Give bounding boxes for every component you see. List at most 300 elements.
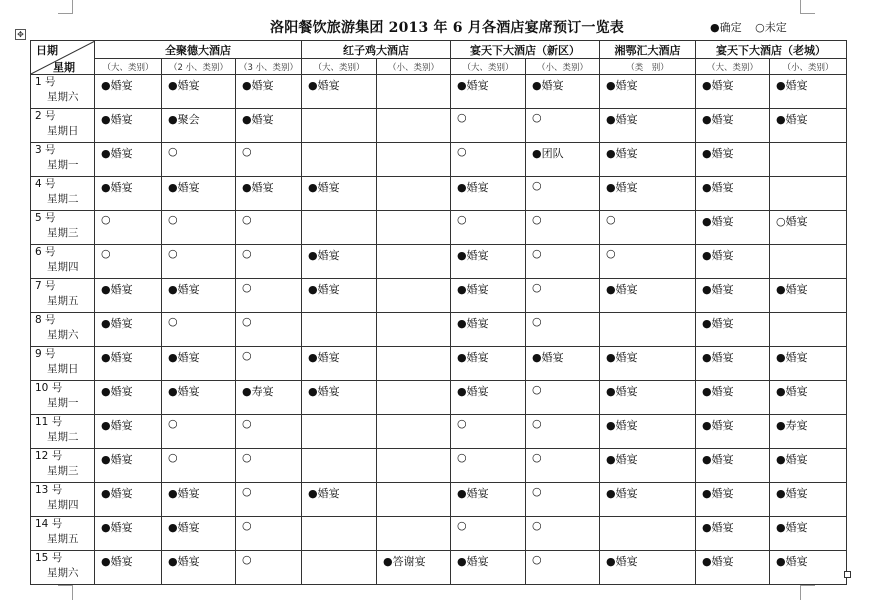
booking-status: ●婚宴 <box>702 181 734 194</box>
booking-cell[interactable] <box>451 279 526 313</box>
weekday: 星期三 <box>47 227 79 239</box>
booking-status: ○ <box>242 281 252 294</box>
booking-cell[interactable] <box>526 449 600 483</box>
category-header: （小、类别） <box>526 59 600 75</box>
booking-cell[interactable] <box>302 347 377 381</box>
date-cell[interactable] <box>31 143 95 177</box>
weekday: 星期五 <box>47 295 79 307</box>
booking-status: ●婚宴 <box>308 385 340 398</box>
booking-status: ●婚宴 <box>702 283 734 296</box>
booking-status: ○ <box>457 145 467 158</box>
booking-status: ●婚宴 <box>101 385 133 398</box>
booking-cell[interactable] <box>696 551 770 585</box>
booking-cell[interactable] <box>526 211 600 245</box>
booking-cell[interactable] <box>600 245 696 279</box>
booking-cell[interactable] <box>95 449 162 483</box>
legend-confirmed: ●确定 <box>710 21 742 34</box>
booking-cell[interactable] <box>95 517 162 551</box>
booking-cell[interactable] <box>696 415 770 449</box>
booking-status: ○ <box>532 485 542 498</box>
booking-status: ●婚宴 <box>776 555 808 568</box>
booking-status: ●婚宴 <box>168 283 200 296</box>
date-cell[interactable] <box>31 415 95 449</box>
date-cell[interactable] <box>31 517 95 551</box>
booking-cell[interactable] <box>526 517 600 551</box>
booking-status: ●婚宴 <box>702 215 734 228</box>
booking-status: ●婚宴 <box>606 487 638 500</box>
booking-cell[interactable] <box>526 75 600 109</box>
booking-cell[interactable] <box>95 347 162 381</box>
booking-status: ○ <box>242 315 252 328</box>
booking-status: ○ <box>532 553 542 566</box>
booking-cell[interactable] <box>162 449 236 483</box>
booking-cell[interactable] <box>95 381 162 415</box>
booking-cell[interactable] <box>770 483 847 517</box>
weekday: 星期一 <box>47 159 79 171</box>
booking-status: ●婚宴 <box>776 487 808 500</box>
booking-status: ●婚宴 <box>776 521 808 534</box>
booking-cell[interactable] <box>451 143 526 177</box>
booking-cell[interactable] <box>377 551 451 585</box>
booking-status: ●婚宴 <box>101 113 133 126</box>
booking-cell[interactable] <box>95 177 162 211</box>
booking-cell[interactable] <box>600 75 696 109</box>
day-number: 4 号 <box>35 178 56 190</box>
hotel-header-quanjude: 全聚德大酒店 <box>95 41 302 59</box>
booking-status: ●婚宴 <box>101 419 133 432</box>
booking-status: ●婚宴 <box>101 283 133 296</box>
booking-cell[interactable] <box>377 245 451 279</box>
table-row <box>31 313 847 347</box>
booking-cell[interactable] <box>302 211 377 245</box>
booking-status: ○ <box>532 247 542 260</box>
booking-cell[interactable] <box>451 245 526 279</box>
booking-cell[interactable] <box>302 143 377 177</box>
booking-cell[interactable] <box>770 143 847 177</box>
day-number: 3 号 <box>35 144 56 156</box>
booking-status: ●婚宴 <box>168 521 200 534</box>
booking-status: ●婚宴 <box>308 487 340 500</box>
date-cell[interactable] <box>31 313 95 347</box>
booking-cell[interactable] <box>302 75 377 109</box>
booking-cell[interactable] <box>162 347 236 381</box>
booking-cell[interactable] <box>451 449 526 483</box>
booking-status: ●婚宴 <box>776 385 808 398</box>
weekday: 星期四 <box>47 261 79 273</box>
booking-cell[interactable] <box>302 279 377 313</box>
weekday: 星期六 <box>47 329 79 341</box>
booking-cell[interactable] <box>162 279 236 313</box>
booking-status: ●团队 <box>532 147 564 160</box>
booking-cell[interactable] <box>95 75 162 109</box>
booking-cell[interactable] <box>696 347 770 381</box>
booking-cell[interactable] <box>377 483 451 517</box>
booking-status: ○ <box>532 451 542 464</box>
booking-cell[interactable] <box>236 449 302 483</box>
booking-cell[interactable] <box>236 109 302 143</box>
booking-status: ●婚宴 <box>702 385 734 398</box>
booking-cell[interactable] <box>600 177 696 211</box>
booking-status: ○ <box>532 417 542 430</box>
booking-cell[interactable] <box>302 415 377 449</box>
header-row-hotels <box>31 41 847 59</box>
booking-cell[interactable] <box>377 517 451 551</box>
category-header: （大、类别） <box>451 59 526 75</box>
booking-status: ●婚宴 <box>702 351 734 364</box>
booking-status: ●婚宴 <box>606 113 638 126</box>
booking-status: ○ <box>242 349 252 362</box>
booking-cell[interactable] <box>236 211 302 245</box>
booking-status: ●婚宴 <box>101 351 133 364</box>
booking-status: ○ <box>532 315 542 328</box>
table-row <box>31 211 847 245</box>
weekday-header: 星期 <box>53 61 75 74</box>
legend <box>710 19 797 35</box>
booking-cell[interactable] <box>696 381 770 415</box>
page-title: 洛阳餐饮旅游集团 2013 年 6 月各酒店宴席预订一览表 <box>270 20 625 36</box>
booking-cell[interactable] <box>162 109 236 143</box>
booking-cell[interactable] <box>377 415 451 449</box>
booking-cell[interactable] <box>696 75 770 109</box>
booking-cell[interactable] <box>600 109 696 143</box>
date-cell[interactable] <box>31 75 95 109</box>
booking-cell[interactable] <box>451 415 526 449</box>
booking-cell[interactable] <box>770 279 847 313</box>
booking-status: ●婚宴 <box>242 181 274 194</box>
booking-status: ●婚宴 <box>532 351 564 364</box>
booking-cell[interactable] <box>95 415 162 449</box>
table-move-handle-icon[interactable]: ✥ <box>15 29 26 40</box>
booking-cell[interactable] <box>600 517 696 551</box>
booking-cell[interactable] <box>95 109 162 143</box>
booking-status: ○ <box>242 247 252 260</box>
table-row <box>31 75 847 109</box>
booking-cell[interactable] <box>162 517 236 551</box>
booking-cell[interactable] <box>302 449 377 483</box>
table-row <box>31 177 847 211</box>
crop-mark-bottom-left <box>58 585 73 600</box>
booking-status: ○ <box>457 519 467 532</box>
date-header: 日期 <box>36 44 58 57</box>
booking-status: ●婚宴 <box>532 79 564 92</box>
booking-cell[interactable] <box>95 279 162 313</box>
booking-cell[interactable] <box>162 75 236 109</box>
booking-status: ●婚宴 <box>168 79 200 92</box>
booking-cell[interactable] <box>236 143 302 177</box>
booking-cell[interactable] <box>770 75 847 109</box>
booking-cell[interactable] <box>696 143 770 177</box>
booking-cell[interactable] <box>162 245 236 279</box>
corner-header-cell <box>31 41 95 75</box>
date-cell[interactable] <box>31 279 95 313</box>
booking-cell[interactable] <box>95 211 162 245</box>
booking-cell[interactable] <box>696 245 770 279</box>
weekday: 星期二 <box>47 193 79 205</box>
day-number: 12 号 <box>35 450 63 462</box>
booking-status: ●婚宴 <box>776 453 808 466</box>
booking-status: ●婚宴 <box>242 79 274 92</box>
header-row-categories <box>31 59 847 75</box>
booking-cell[interactable] <box>451 211 526 245</box>
booking-cell[interactable] <box>302 313 377 347</box>
booking-cell[interactable] <box>451 75 526 109</box>
booking-cell[interactable] <box>302 551 377 585</box>
booking-cell[interactable] <box>770 381 847 415</box>
booking-cell[interactable] <box>236 75 302 109</box>
booking-status: ○ <box>532 519 542 532</box>
booking-status: ●婚宴 <box>308 79 340 92</box>
booking-cell[interactable] <box>302 109 377 143</box>
booking-status: ○ <box>242 213 252 226</box>
category-header: （3 小、类别） <box>236 59 302 75</box>
booking-cell[interactable] <box>770 449 847 483</box>
table-row <box>31 517 847 551</box>
date-cell[interactable] <box>31 381 95 415</box>
booking-status: ●婚宴 <box>702 487 734 500</box>
booking-cell[interactable] <box>770 245 847 279</box>
hotel-header-hongziji: 红子鸡大酒店 <box>302 41 451 59</box>
booking-status: ○ <box>168 315 178 328</box>
category-header: （2 小、类别） <box>162 59 236 75</box>
category-header: （大、类别） <box>95 59 162 75</box>
booking-cell[interactable] <box>95 551 162 585</box>
booking-cell[interactable] <box>770 313 847 347</box>
booking-cell[interactable] <box>770 517 847 551</box>
booking-status: ●婚宴 <box>702 317 734 330</box>
date-cell[interactable] <box>31 483 95 517</box>
date-cell[interactable] <box>31 211 95 245</box>
booking-cell[interactable] <box>302 483 377 517</box>
booking-cell[interactable] <box>451 517 526 551</box>
booking-cell[interactable] <box>162 551 236 585</box>
booking-status: ○ <box>242 451 252 464</box>
weekday: 星期五 <box>47 533 79 545</box>
booking-cell[interactable] <box>526 483 600 517</box>
booking-cell[interactable] <box>162 143 236 177</box>
booking-table <box>30 40 847 585</box>
booking-cell[interactable] <box>600 347 696 381</box>
booking-status: ●婚宴 <box>606 419 638 432</box>
booking-cell[interactable] <box>696 449 770 483</box>
table-row <box>31 347 847 381</box>
booking-status: ●婚宴 <box>242 113 274 126</box>
booking-cell[interactable] <box>236 483 302 517</box>
booking-cell[interactable] <box>696 109 770 143</box>
booking-cell[interactable] <box>600 449 696 483</box>
booking-rows <box>31 75 847 585</box>
booking-cell[interactable] <box>526 143 600 177</box>
day-number: 2 号 <box>35 110 56 122</box>
date-cell[interactable] <box>31 109 95 143</box>
booking-cell[interactable] <box>236 279 302 313</box>
booking-cell[interactable] <box>377 177 451 211</box>
booking-cell[interactable] <box>236 517 302 551</box>
booking-cell[interactable] <box>451 483 526 517</box>
day-number: 1 号 <box>35 76 56 88</box>
booking-cell[interactable] <box>451 313 526 347</box>
day-number: 15 号 <box>35 552 63 564</box>
booking-cell[interactable] <box>770 415 847 449</box>
hotel-header-yantianxia-xinqu: 宴天下大酒店（新区） <box>451 41 600 59</box>
booking-cell[interactable] <box>770 211 847 245</box>
booking-cell[interactable] <box>600 143 696 177</box>
crop-mark-top-right <box>800 0 815 14</box>
booking-cell[interactable] <box>162 415 236 449</box>
booking-status: ●婚宴 <box>702 147 734 160</box>
booking-status: ●婚宴 <box>606 283 638 296</box>
category-header: （小、类别） <box>377 59 451 75</box>
booking-cell[interactable] <box>95 143 162 177</box>
booking-cell[interactable] <box>526 415 600 449</box>
booking-cell[interactable] <box>526 245 600 279</box>
booking-cell[interactable] <box>95 245 162 279</box>
booking-cell[interactable] <box>526 177 600 211</box>
booking-cell[interactable] <box>377 313 451 347</box>
booking-cell[interactable] <box>162 483 236 517</box>
weekday: 星期日 <box>47 363 79 375</box>
booking-cell[interactable] <box>451 551 526 585</box>
booking-cell[interactable] <box>526 109 600 143</box>
booking-status: ●婚宴 <box>702 521 734 534</box>
crop-mark-bottom-right <box>800 585 815 600</box>
date-cell[interactable] <box>31 551 95 585</box>
booking-status: ●婚宴 <box>606 453 638 466</box>
booking-cell[interactable] <box>526 381 600 415</box>
weekday: 星期六 <box>47 91 79 103</box>
booking-cell[interactable] <box>600 551 696 585</box>
booking-cell[interactable] <box>451 177 526 211</box>
booking-cell[interactable] <box>236 551 302 585</box>
booking-cell[interactable] <box>162 313 236 347</box>
booking-status: ●婚宴 <box>101 521 133 534</box>
booking-cell[interactable] <box>95 313 162 347</box>
booking-cell[interactable] <box>600 313 696 347</box>
booking-cell[interactable] <box>696 211 770 245</box>
booking-cell[interactable] <box>451 381 526 415</box>
booking-cell[interactable] <box>770 551 847 585</box>
booking-cell[interactable] <box>526 313 600 347</box>
booking-cell[interactable] <box>526 279 600 313</box>
booking-cell[interactable] <box>600 415 696 449</box>
booking-status: ●婚宴 <box>101 555 133 568</box>
booking-cell[interactable] <box>696 177 770 211</box>
booking-status: ●婚宴 <box>606 351 638 364</box>
booking-status: ○ <box>168 417 178 430</box>
weekday: 星期六 <box>47 567 79 579</box>
date-cell[interactable] <box>31 449 95 483</box>
booking-cell[interactable] <box>377 75 451 109</box>
booking-status: ○ <box>532 281 542 294</box>
booking-status: ●婚宴 <box>457 555 489 568</box>
date-cell[interactable] <box>31 347 95 381</box>
booking-cell[interactable] <box>696 517 770 551</box>
booking-status: ●婚宴 <box>606 79 638 92</box>
booking-cell[interactable] <box>696 483 770 517</box>
booking-status: ●婚宴 <box>606 147 638 160</box>
booking-status: ●婚宴 <box>457 249 489 262</box>
booking-cell[interactable] <box>377 109 451 143</box>
booking-status: ●婚宴 <box>308 249 340 262</box>
booking-cell[interactable] <box>302 177 377 211</box>
booking-cell[interactable] <box>377 449 451 483</box>
booking-cell[interactable] <box>451 109 526 143</box>
booking-cell[interactable] <box>162 381 236 415</box>
booking-cell[interactable] <box>162 211 236 245</box>
booking-cell[interactable] <box>302 517 377 551</box>
booking-cell[interactable] <box>600 279 696 313</box>
booking-status: ●婚宴 <box>702 555 734 568</box>
day-number: 10 号 <box>35 382 63 394</box>
booking-status: ●婚宴 <box>457 181 489 194</box>
date-cell[interactable] <box>31 245 95 279</box>
category-header: （大、类别） <box>696 59 770 75</box>
booking-cell[interactable] <box>770 109 847 143</box>
booking-cell[interactable] <box>526 551 600 585</box>
table-row <box>31 415 847 449</box>
booking-status: ●婚宴 <box>457 317 489 330</box>
booking-cell[interactable] <box>236 313 302 347</box>
booking-cell[interactable] <box>236 177 302 211</box>
hotel-header-yantianxia-laocheng: 宴天下大酒店（老城） <box>696 41 847 59</box>
booking-status: ●婚宴 <box>702 419 734 432</box>
booking-status: ●婚宴 <box>308 181 340 194</box>
booking-cell[interactable] <box>162 177 236 211</box>
booking-cell[interactable] <box>377 143 451 177</box>
booking-cell[interactable] <box>451 347 526 381</box>
booking-status: ○ <box>532 383 542 396</box>
booking-cell[interactable] <box>696 313 770 347</box>
booking-cell[interactable] <box>236 245 302 279</box>
booking-status: ●寿宴 <box>776 419 808 432</box>
day-number: 13 号 <box>35 484 63 496</box>
weekday: 星期一 <box>47 397 79 409</box>
table-resize-handle[interactable] <box>844 571 851 578</box>
booking-status: ●婚宴 <box>702 453 734 466</box>
booking-cell[interactable] <box>302 381 377 415</box>
booking-cell[interactable] <box>770 177 847 211</box>
booking-status: ●婚宴 <box>168 351 200 364</box>
booking-status: ○ <box>532 111 542 124</box>
booking-status: ●婚宴 <box>457 79 489 92</box>
day-number: 9 号 <box>35 348 56 360</box>
booking-cell[interactable] <box>600 211 696 245</box>
day-number: 5 号 <box>35 212 56 224</box>
booking-status: ○ <box>101 213 111 226</box>
booking-cell[interactable] <box>377 347 451 381</box>
booking-status: ●婚宴 <box>168 181 200 194</box>
booking-status: ●婚宴 <box>168 555 200 568</box>
booking-cell[interactable] <box>236 381 302 415</box>
booking-cell[interactable] <box>377 279 451 313</box>
booking-cell[interactable] <box>377 211 451 245</box>
booking-cell[interactable] <box>377 381 451 415</box>
date-cell[interactable] <box>31 177 95 211</box>
booking-status: ●婚宴 <box>776 79 808 92</box>
booking-cell[interactable] <box>236 415 302 449</box>
booking-status: ○ <box>532 179 542 192</box>
booking-cell[interactable] <box>236 347 302 381</box>
booking-cell[interactable] <box>770 347 847 381</box>
booking-cell[interactable] <box>526 347 600 381</box>
booking-status: ●婚宴 <box>702 79 734 92</box>
booking-cell[interactable] <box>95 483 162 517</box>
table-row <box>31 551 847 585</box>
booking-status: ●婚宴 <box>457 351 489 364</box>
booking-cell[interactable] <box>696 279 770 313</box>
booking-cell[interactable] <box>600 381 696 415</box>
booking-cell[interactable] <box>302 245 377 279</box>
booking-cell[interactable] <box>600 483 696 517</box>
